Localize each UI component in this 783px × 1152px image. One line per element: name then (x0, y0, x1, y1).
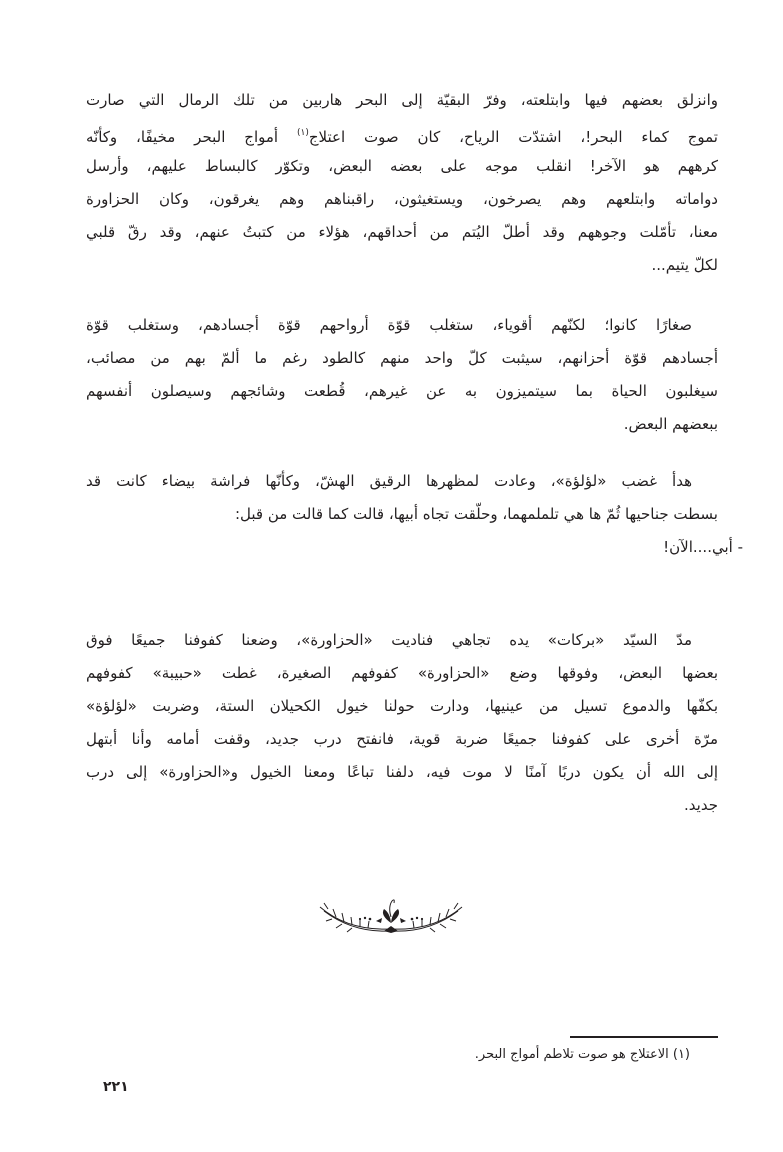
text-segment: أمواج البحر مخيفًا، وكأنّه (86, 128, 279, 146)
dialogue-line (111, 531, 743, 564)
text-line: بسطت جناحيها ثُمّ ها هي تلملمهما، وحلّقت تجاه أبيها، قالت كما قالت من قبل: (234, 505, 718, 523)
text-line: وانزلق بعضهم فيها وابتلعته، وفرّ البقيّة إلى البحر هاربين من تلك الرمال التي صارت (86, 91, 718, 109)
text-line: معنا، تأمّلت وجوههم وقد أطلّ اليُتم من أحداقهم، هؤلاء من كتبتُ عنهم، وقد رقّ قلبي (86, 223, 718, 241)
text-line: أجسادهم قوّة أحزانهم، سيثبت كلّ واحد منهم كالطود رغم ما ألمّ بهم من مصائب، (86, 349, 718, 367)
page-number: ٢٢١ (103, 1079, 129, 1095)
text-line: - أبي....الآن! (663, 538, 743, 556)
footnote: (١) الاعتلاج هو صوت تلاطم أمواج البحر. (474, 1047, 690, 1062)
text-line: لكلّ يتيم... (651, 256, 718, 274)
text-line: كرههم هو الآخر! انقلب موجه على بعضه البعض، وتكوّر كالبساط عليهم، وأرسل (86, 157, 718, 175)
text-line: إلى الله أن يكون دربًا آمنًا لا موت فيه، دلفنا تباعًا ومعنا الخيول و«الحزاورة» إلى درب (86, 763, 718, 781)
text-line: مدّ السيّد «بركات» يده تجاهي فناديت «الحزاورة»، وضعنا كفوفنا جميعًا فوق (86, 631, 692, 649)
text-line: بعضها البعض، وفوقها وضع «الحزاورة» كفوفهم الصغيرة، غطت «حبيبة» كفوفهم (86, 664, 718, 682)
text-line: مرّة أخرى على كفوفنا جميعًا ضربة قوية، فانفتح درب جديد، وقفت أمامه وأنا أبتهل (86, 730, 718, 748)
text-line: سيغلبون الحياة بما سيتميزون به عن غيرهم، قُطعت وشائجهم وسيصلون أنفسهم (86, 382, 718, 400)
paragraph-4 (86, 624, 718, 822)
paragraph-3 (86, 465, 718, 531)
footnote-reference: (١) (296, 128, 309, 138)
text-line: صغارًا كانوا؛ لكنّهم أقوياء، ستغلب قوّة أرواحهم قوّة أجسادهم، وستغلب قوّة (86, 316, 692, 334)
paragraph-1 (86, 84, 718, 282)
text-segment: تموج كماء البحر!، اشتدّت الرياح، كان صوت اعتلاج (308, 128, 718, 146)
text-line (86, 117, 718, 150)
text-line: دواماته وابتلعهم وهم يصرخون، ويستغيثون، راقبناهم وهم يغرقون، وكان الحزاورة (86, 190, 718, 208)
paragraph-2 (86, 309, 718, 441)
footnote-separator (570, 1036, 718, 1038)
text-line: هدأ غضب «لؤلؤة»، وعادت لمظهرها الرقيق الهشّ، وكأنّها فراشة بيضاء كانت قد (86, 472, 692, 490)
text-line: جديد. (684, 796, 718, 814)
text-line: ببعضهم البعض. (623, 415, 718, 433)
text-line: بكفّها والدموع تسيل من عينيها، ودارت حولنا خيول الكحيلان الستة، وضربت «لؤلؤة» (86, 697, 718, 715)
floral-ornament-icon (318, 897, 464, 937)
